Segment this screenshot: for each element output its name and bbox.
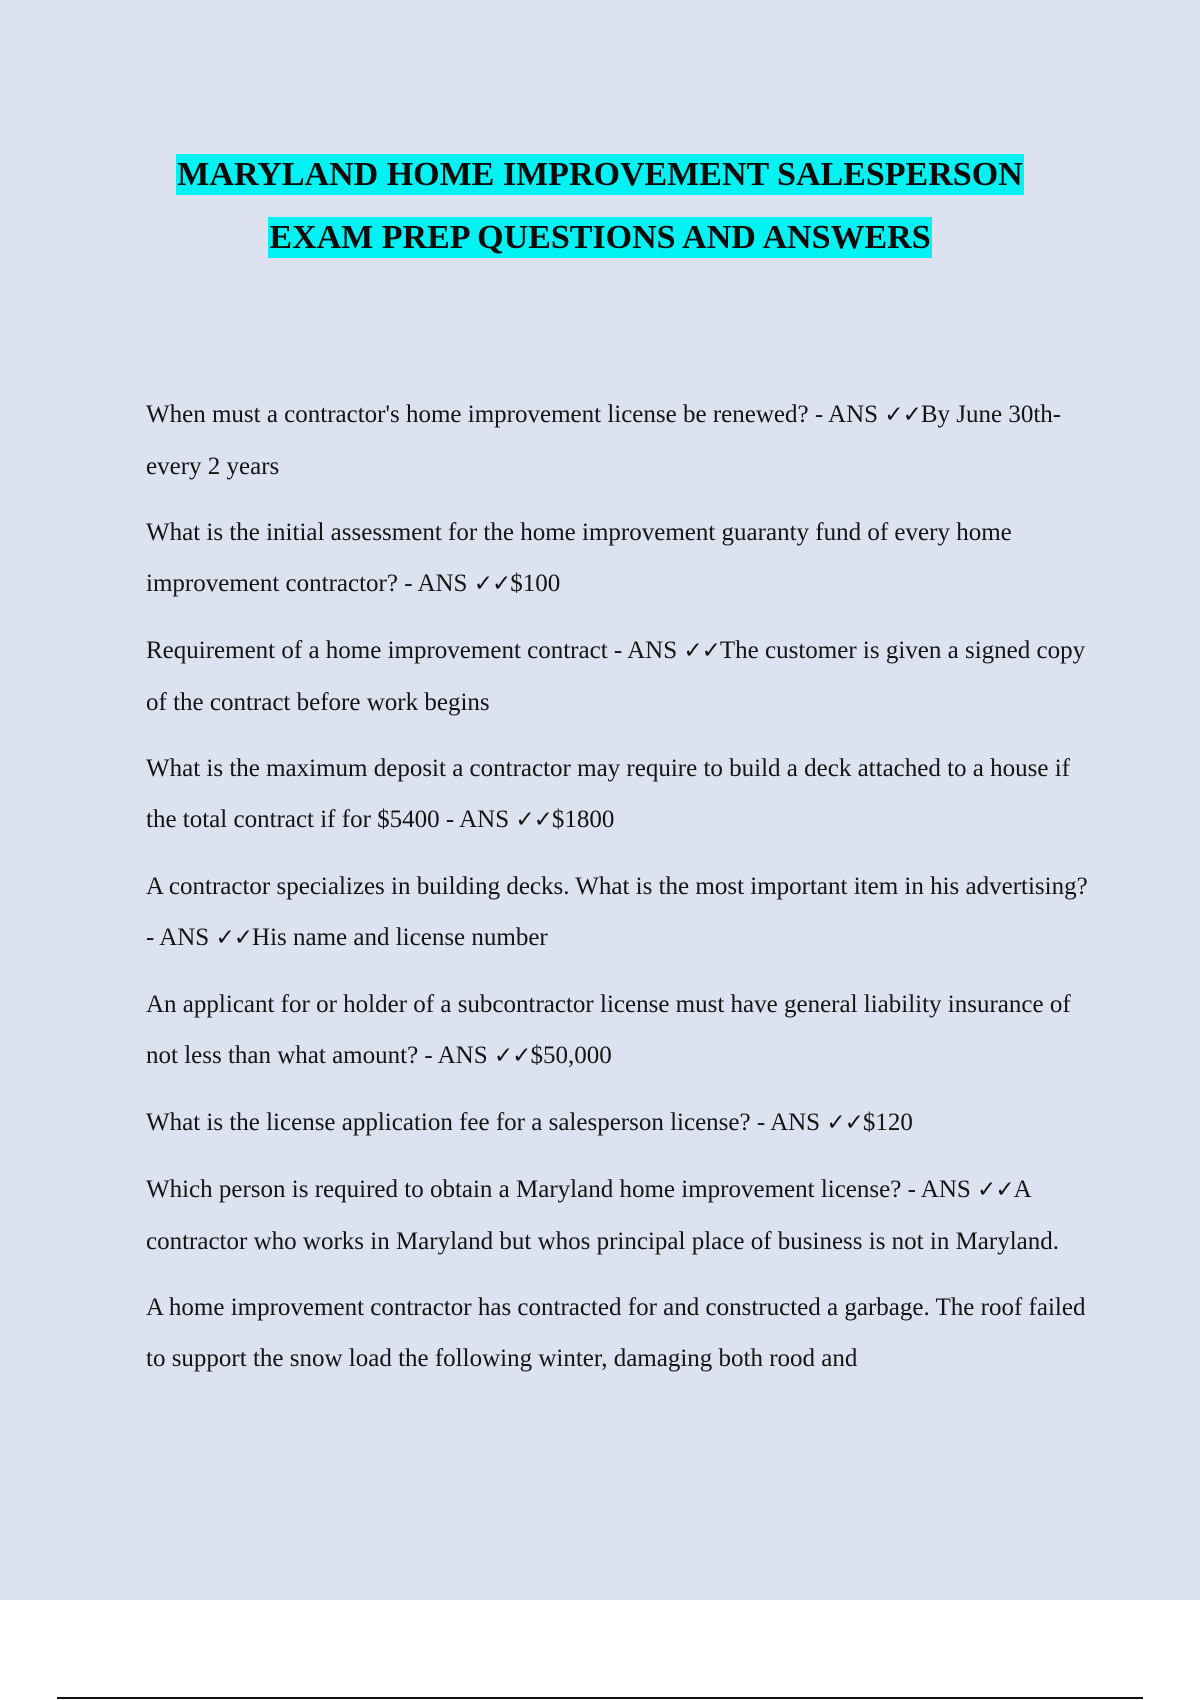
qa-item (146, 861, 1096, 964)
question-text: When must a contractor's home improvement license be renewed? - (146, 401, 829, 428)
qa-item (146, 507, 1096, 610)
answer-text: $1800 (551, 806, 615, 833)
footer-divider (57, 1697, 1143, 1699)
question-text: An applicant for or holder of a subcontractor license must have general liability insurance of not less than what amount? - (146, 991, 1071, 1069)
double-check-icon: ✓✓ (826, 1110, 863, 1136)
double-check-icon: ✓✓ (515, 807, 552, 833)
question-text: What is the maximum deposit a contractor may require to build a deck attached to a house if the total contract if for $5400 - (146, 755, 1070, 833)
answer-text: The customer is given a signed copy of the contract before work begins (146, 637, 1086, 716)
answer-text: His name and license number (252, 924, 548, 951)
qa-list (146, 389, 1096, 1399)
double-check-icon: ✓✓ (884, 402, 921, 428)
double-check-icon: ✓✓ (473, 571, 511, 597)
document-title (0, 143, 1200, 269)
title-text-2: EXAM PREP QUESTIONS AND ANSWERS (269, 219, 931, 256)
qa-item (146, 1164, 1096, 1267)
ans-label: ANS (920, 1176, 971, 1203)
question-text: What is the initial assessment for the home improvement guaranty fund of every home improvement contractor? - (146, 519, 1012, 597)
double-check-icon: ✓✓ (977, 1177, 1014, 1203)
qa-item (146, 1282, 1096, 1384)
ans-label: ANS (437, 1042, 488, 1069)
double-check-icon: ✓✓ (493, 1043, 531, 1069)
answer-text: $120 (862, 1109, 913, 1136)
qa-item (146, 625, 1096, 728)
answer-text: A contractor who works in Maryland but whos principal place of business is not in Maryland. (146, 1176, 1060, 1255)
answer-text: By June 30th- every 2 years (146, 401, 1062, 480)
qa-item (146, 979, 1096, 1082)
qa-item (146, 1097, 1096, 1149)
qa-item (146, 743, 1096, 846)
ans-label: ANS (828, 401, 879, 428)
title-line-1 (0, 143, 1200, 206)
ans-label: ANS (159, 924, 210, 951)
question-text: A contractor specializes in building decks. What is the most important item in his advertising? - (146, 873, 1088, 951)
title-line-2 (0, 206, 1200, 269)
ans-label: ANS (627, 637, 678, 664)
answer-text: $100 (510, 570, 561, 597)
question-text: A home improvement contractor has contracted for and constructed a garbage. The roof failed to support the snow load the following winter, damaging both rood and (146, 1294, 1086, 1372)
question-text: Requirement of a home improvement contract - (146, 637, 628, 664)
question-text: Which person is required to obtain a Maryland home improvement license? - (146, 1176, 921, 1203)
ans-label: ANS (417, 570, 468, 597)
double-check-icon: ✓✓ (683, 638, 720, 664)
ans-label: ANS (459, 806, 510, 833)
answer-text: $50,000 (530, 1042, 612, 1069)
double-check-icon: ✓✓ (215, 925, 253, 951)
question-text: What is the license application fee for a salesperson license? - (146, 1109, 771, 1136)
ans-label: ANS (770, 1109, 821, 1136)
qa-item (146, 389, 1096, 492)
title-text-1: MARYLAND HOME IMPROVEMENT SALESPERSON (177, 156, 1023, 193)
